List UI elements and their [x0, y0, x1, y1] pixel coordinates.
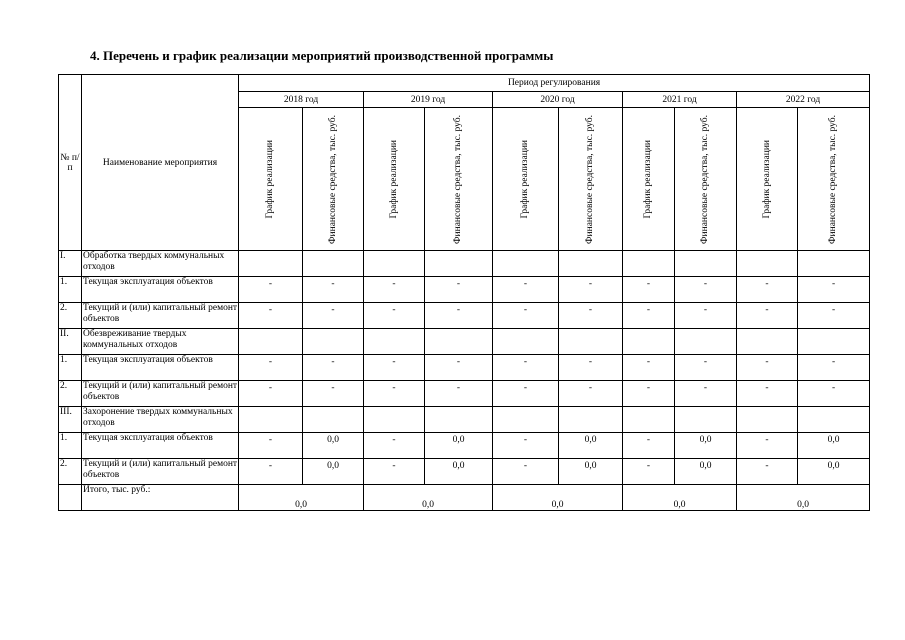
value-cell: -	[239, 303, 303, 329]
value-cell	[737, 329, 798, 355]
value-cell: 0,0	[675, 433, 737, 459]
value-cell: -	[623, 381, 675, 407]
header-period: Период регулирования	[239, 75, 870, 92]
value-cell	[239, 407, 303, 433]
header-year: 2021 год	[623, 92, 737, 108]
value-cell: -	[675, 277, 737, 303]
value-cell	[493, 407, 559, 433]
value-cell: -	[239, 355, 303, 381]
value-cell: -	[303, 355, 364, 381]
row-name: Обезвреживание твердых коммунальных отходов	[82, 329, 239, 355]
value-cell	[425, 407, 493, 433]
value-cell: -	[623, 433, 675, 459]
value-cell	[425, 251, 493, 277]
value-cell	[303, 329, 364, 355]
header-year: 2020 год	[493, 92, 623, 108]
table-row	[59, 303, 870, 329]
row-name: Обработка твердых коммунальных отходов	[82, 251, 239, 277]
value-cell	[425, 329, 493, 355]
value-cell: -	[239, 433, 303, 459]
header-year: 2019 год	[364, 92, 493, 108]
value-cell: 0,0	[425, 433, 493, 459]
value-cell: -	[798, 303, 870, 329]
value-cell: -	[364, 303, 425, 329]
header-num: № п/п	[59, 75, 82, 251]
value-cell: 0,0	[798, 433, 870, 459]
value-cell: -	[737, 277, 798, 303]
total-value: 0,0	[493, 485, 623, 511]
value-cell: -	[559, 303, 623, 329]
table-row	[59, 355, 870, 381]
row-number: II.	[59, 329, 82, 355]
value-cell: -	[364, 355, 425, 381]
value-cell: 0,0	[559, 459, 623, 485]
value-cell	[623, 329, 675, 355]
table-row	[59, 433, 870, 459]
value-cell: 0,0	[425, 459, 493, 485]
value-cell: -	[493, 459, 559, 485]
value-cell: -	[559, 277, 623, 303]
value-cell	[623, 407, 675, 433]
value-cell: -	[425, 381, 493, 407]
value-cell: -	[798, 277, 870, 303]
value-cell: -	[303, 381, 364, 407]
value-cell: -	[559, 355, 623, 381]
value-cell: -	[425, 355, 493, 381]
value-cell: 0,0	[675, 459, 737, 485]
value-cell: -	[675, 355, 737, 381]
row-number: 2.	[59, 381, 82, 407]
row-number: 2.	[59, 303, 82, 329]
header-finance: Финансовые средства, тыс. руб.	[425, 108, 493, 251]
header-schedule: График реализации	[737, 108, 798, 251]
value-cell: 0,0	[303, 459, 364, 485]
value-cell	[675, 329, 737, 355]
header-finance: Финансовые средства, тыс. руб.	[303, 108, 364, 251]
program-table	[58, 74, 870, 511]
header-schedule: График реализации	[239, 108, 303, 251]
header-name: Наименование мероприятия	[82, 75, 239, 251]
value-cell: -	[493, 433, 559, 459]
value-cell	[737, 407, 798, 433]
header-schedule: График реализации	[623, 108, 675, 251]
page-title: 4. Перечень и график реализации мероприятий производственной программы	[90, 48, 554, 63]
value-cell: -	[425, 303, 493, 329]
value-cell: -	[364, 381, 425, 407]
value-cell	[303, 407, 364, 433]
value-cell: -	[303, 277, 364, 303]
header-year: 2022 год	[737, 92, 870, 108]
header-finance: Финансовые средства, тыс. руб.	[675, 108, 737, 251]
value-cell	[737, 251, 798, 277]
value-cell	[364, 407, 425, 433]
row-number: 1.	[59, 433, 82, 459]
value-cell: -	[239, 381, 303, 407]
value-cell: -	[493, 381, 559, 407]
value-cell	[798, 329, 870, 355]
total-value: 0,0	[737, 485, 870, 511]
value-cell: -	[425, 277, 493, 303]
value-cell	[798, 251, 870, 277]
row-name: Текущая эксплуатация объектов	[82, 355, 239, 381]
value-cell: -	[303, 303, 364, 329]
value-cell: -	[364, 433, 425, 459]
value-cell	[559, 251, 623, 277]
value-cell	[623, 251, 675, 277]
value-cell: -	[623, 355, 675, 381]
section-row	[59, 251, 870, 277]
table-row	[59, 381, 870, 407]
row-name: Текущая эксплуатация объектов	[82, 277, 239, 303]
value-cell: -	[493, 277, 559, 303]
header-finance: Финансовые средства, тыс. руб.	[798, 108, 870, 251]
row-name: Текущий и (или) капитальный ремонт объектов	[82, 381, 239, 407]
value-cell	[675, 251, 737, 277]
header-finance: Финансовые средства, тыс. руб.	[559, 108, 623, 251]
value-cell	[239, 251, 303, 277]
value-cell	[559, 407, 623, 433]
value-cell	[493, 251, 559, 277]
total-num	[59, 485, 82, 511]
value-cell	[675, 407, 737, 433]
value-cell	[239, 329, 303, 355]
total-row	[59, 485, 870, 511]
value-cell	[798, 407, 870, 433]
value-cell: -	[559, 381, 623, 407]
header-year: 2018 год	[239, 92, 364, 108]
value-cell: 0,0	[559, 433, 623, 459]
row-name: Текущий и (или) капитальный ремонт объектов	[82, 459, 239, 485]
row-number: 2.	[59, 459, 82, 485]
value-cell: -	[364, 277, 425, 303]
row-number: 1.	[59, 355, 82, 381]
value-cell: -	[493, 303, 559, 329]
value-cell: -	[364, 459, 425, 485]
value-cell: -	[239, 277, 303, 303]
row-number: 1.	[59, 277, 82, 303]
row-name: Захоронение твердых коммунальных отходов	[82, 407, 239, 433]
value-cell	[559, 329, 623, 355]
value-cell: -	[737, 355, 798, 381]
value-cell: -	[623, 459, 675, 485]
header-schedule: График реализации	[364, 108, 425, 251]
header-schedule: График реализации	[493, 108, 559, 251]
table-row	[59, 277, 870, 303]
value-cell: -	[675, 303, 737, 329]
section-row	[59, 407, 870, 433]
value-cell: -	[493, 355, 559, 381]
value-cell: -	[737, 459, 798, 485]
value-cell: -	[239, 459, 303, 485]
total-value: 0,0	[364, 485, 493, 511]
total-value: 0,0	[239, 485, 364, 511]
section-row	[59, 329, 870, 355]
value-cell: 0,0	[798, 459, 870, 485]
value-cell: -	[623, 303, 675, 329]
value-cell: -	[798, 381, 870, 407]
value-cell: -	[737, 381, 798, 407]
row-name: Текущий и (или) капитальный ремонт объектов	[82, 303, 239, 329]
total-value: 0,0	[623, 485, 737, 511]
total-label: Итого, тыс. руб.:	[82, 485, 239, 511]
value-cell: -	[623, 277, 675, 303]
value-cell: -	[737, 303, 798, 329]
row-name: Текущая эксплуатация объектов	[82, 433, 239, 459]
value-cell	[364, 251, 425, 277]
value-cell	[303, 251, 364, 277]
table-row	[59, 459, 870, 485]
value-cell: -	[737, 433, 798, 459]
value-cell: 0,0	[303, 433, 364, 459]
value-cell: -	[675, 381, 737, 407]
row-number: I.	[59, 251, 82, 277]
value-cell	[493, 329, 559, 355]
value-cell: -	[798, 355, 870, 381]
row-number: III.	[59, 407, 82, 433]
value-cell	[364, 329, 425, 355]
